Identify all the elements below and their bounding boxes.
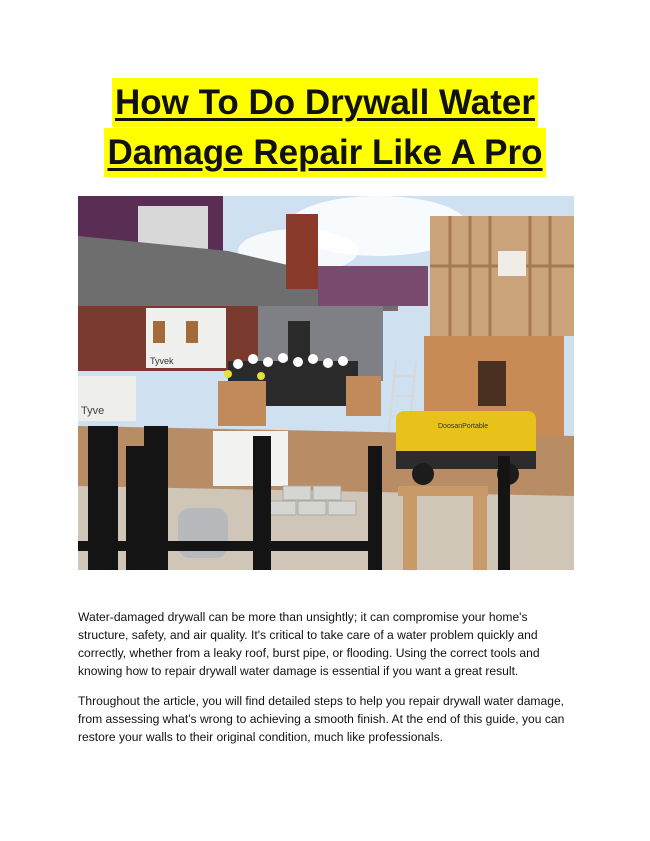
title-line-1: How To Do Drywall Water xyxy=(112,78,538,127)
construction-site-photo xyxy=(78,196,574,570)
title-line-2: Damage Repair Like A Pro xyxy=(104,128,545,177)
tyvek-label-2: Tyve xyxy=(81,405,105,417)
construction-site-illustration xyxy=(78,196,574,570)
tyvek-label: Tyvek xyxy=(150,356,174,366)
compressor-brand: DoosanPortable xyxy=(438,423,489,430)
white-shed xyxy=(213,431,288,486)
document-title xyxy=(0,78,650,178)
house-window xyxy=(153,321,165,343)
brick-chimney xyxy=(286,214,318,289)
overview-paragraph: Throughout the article, you will find detailed steps to help you repair drywall water damage, from assessing what's wrong to achieving a smooth finish. At the end of this guide, you can restore your walls to their original condition, much like professionals. xyxy=(78,694,565,744)
intro-paragraph: Water-damaged drywall can be more than unsightly; it can compromise your home's structure, safety, and air quality. It's critical to take care of a water problem quickly and correctly, whether from a leaky roof, burst pipe, or flooding. Using the correct tools and knowing how to repair drywall water damage is essential if you want a great result. xyxy=(78,610,540,678)
house-window xyxy=(186,321,198,343)
garage-door xyxy=(288,321,310,361)
plywood-opening xyxy=(478,361,506,406)
distant-building xyxy=(318,266,428,306)
plywood-shed xyxy=(346,376,381,416)
framed-window xyxy=(498,251,526,276)
plywood-shed xyxy=(218,381,266,426)
